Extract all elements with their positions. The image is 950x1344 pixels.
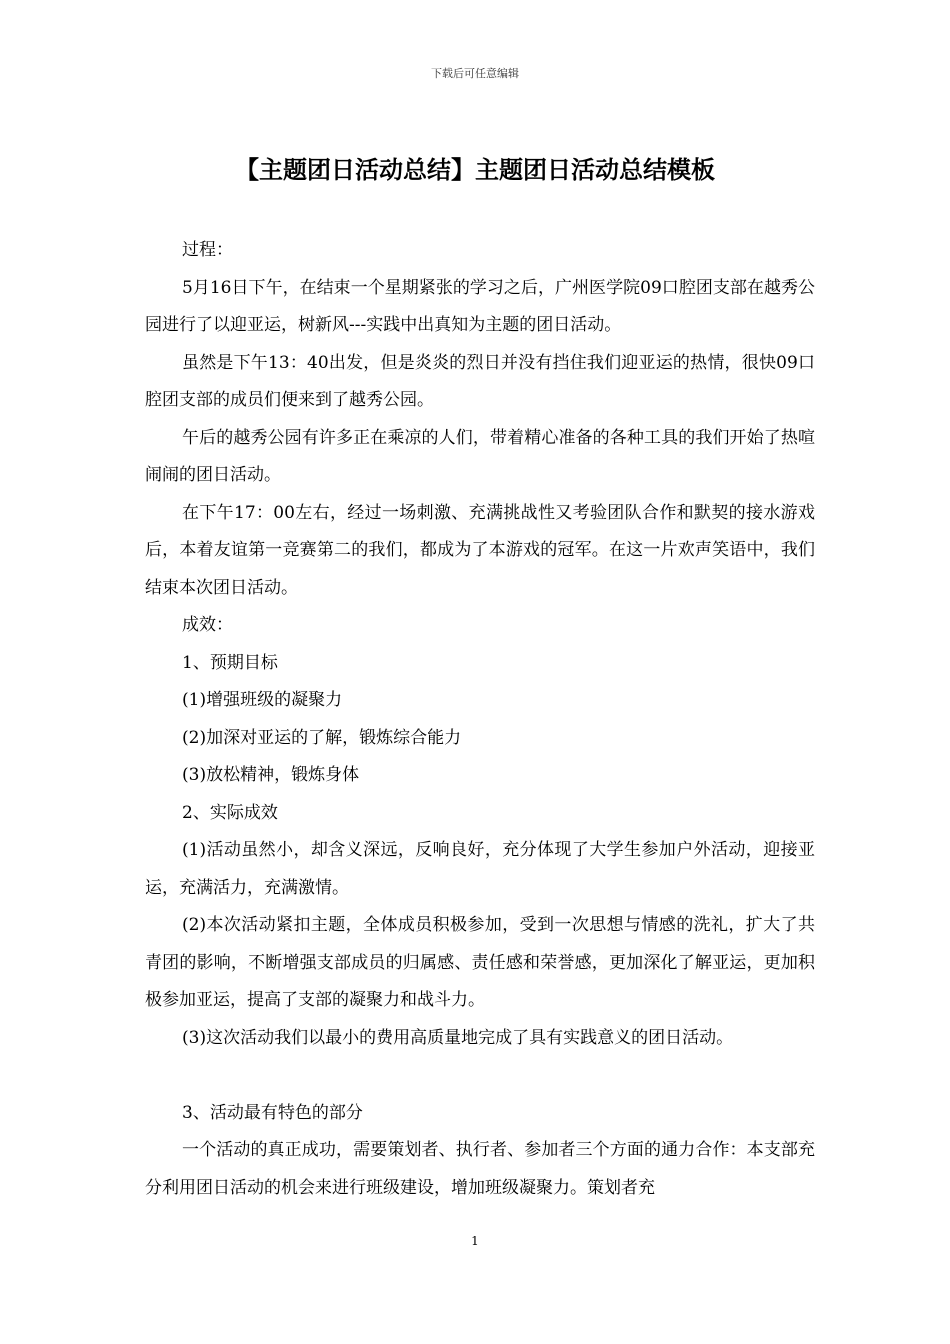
- list-item: (2)加深对亚运的了解，锻炼综合能力: [182, 727, 462, 748]
- section-heading: 3、活动最有特色的部分: [182, 1102, 363, 1123]
- list-item: (1)活动虽然小，却含义深远，反响良好，充分体现了大学生参加户外活动，迎接亚运，充满活力，充满激情。: [145, 840, 815, 898]
- paragraph-process-heading: 过程：: [182, 240, 233, 260]
- list-item: (3)这次活动我们以最小的费用高质量地完成了具有实践意义的团日活动。: [182, 1027, 734, 1048]
- paragraph-results-heading: 成效：: [182, 615, 233, 635]
- list-item: (2)本次活动紧扣主题，全体成员积极参加，受到一次思想与情感的洗礼，扩大了共青团的影响，不断增强支部成员的归属感、责任感和荣誉感，更加深化了解亚运，更加积极参加亚运，提高了支部的凝聚力和战斗力。: [145, 915, 815, 1010]
- section-heading: 1、预期目标: [182, 652, 278, 673]
- paragraph: 虽然是下午13：40出发，但是炎炎的烈日并没有挡住我们迎亚运的热情，很快09口腔团支部的成员们便来到了越秀公园。: [145, 352, 815, 410]
- paragraph: 在下午17：00左右，经过一场刺激、充满挑战性又考验团队合作和默契的接水游戏后，本着友谊第一竞赛第二的我们，都成为了本游戏的冠军。在这一片欢声笑语中，我们结束本次团日活动。: [145, 502, 815, 598]
- list-item: (1)增强班级的凝聚力: [182, 690, 343, 710]
- page-header: 下载后可任意编辑: [431, 67, 519, 80]
- blank-line: [145, 1057, 815, 1095]
- paragraph: 午后的越秀公园有许多正在乘凉的人们，带着精心准备的各种工具的我们开始了热喧闹闹的团日活动。: [145, 427, 815, 485]
- paragraph: 一个活动的真正成功，需要策划者、执行者、参加者三个方面的通力合作：本支部充分利用团日活动的机会来进行班级建设，增加班级凝聚力。策划者充: [145, 1140, 815, 1198]
- paragraph: 5月16日下午，在结束一个星期紧张的学习之后，广州医学院09口腔团支部在越秀公园进行了以迎亚运，树新风---实践中出真知为主题的团日活动。: [145, 277, 815, 335]
- document-body: [145, 232, 815, 1207]
- document-title: 【主题团日活动总结】主题团日活动总结模板: [235, 156, 715, 184]
- page-number: 1: [471, 1234, 479, 1248]
- section-heading: 2、实际成效: [182, 802, 278, 823]
- list-item: (3)放松精神，锻炼身体: [182, 765, 360, 785]
